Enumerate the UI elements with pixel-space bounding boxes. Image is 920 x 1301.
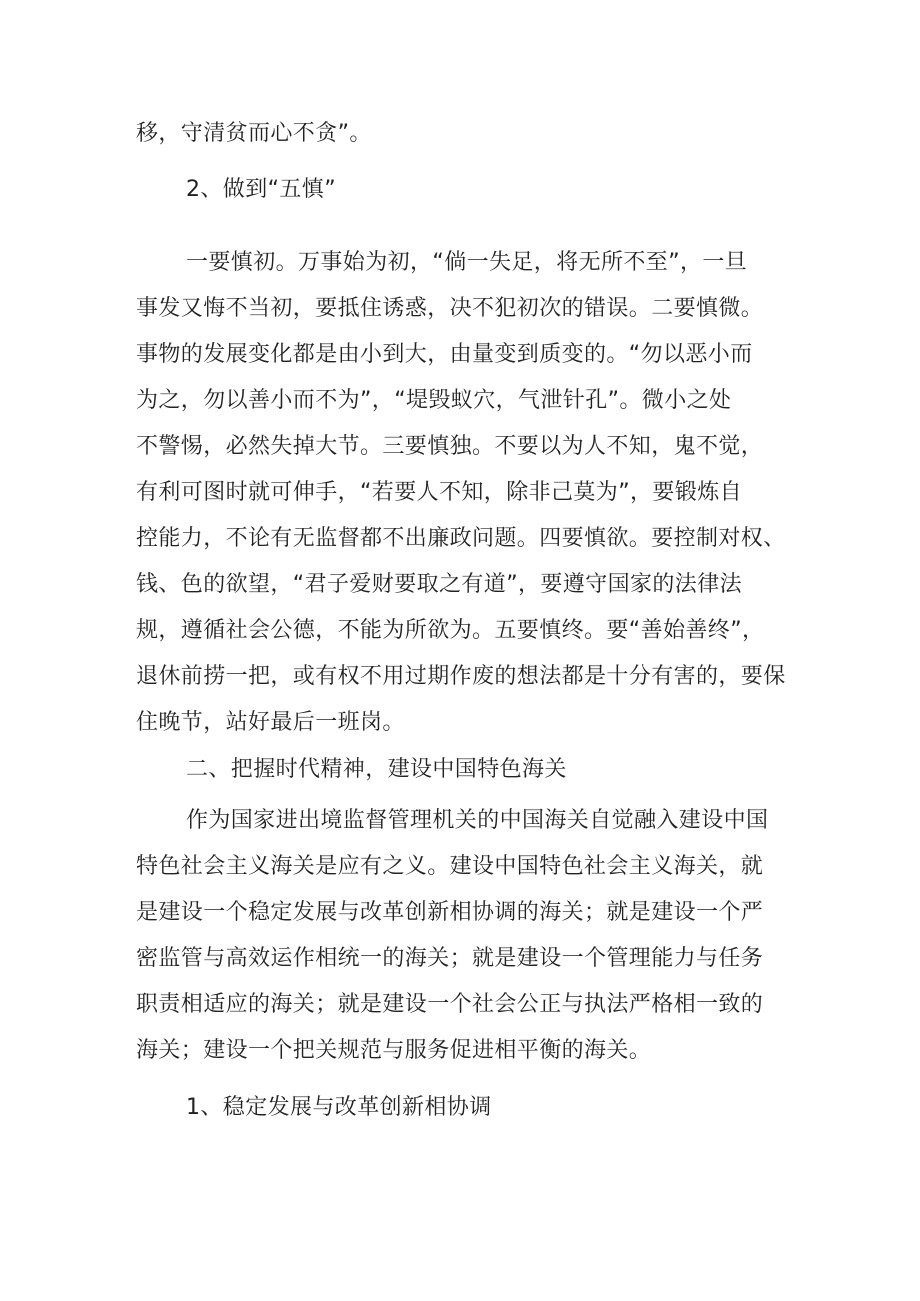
paragraph-line: 作为国家进出境监督管理机关的中国海关自觉融入建设中国 — [186, 808, 769, 833]
paragraph-line: 不警惕，必然失掉大节。三要慎独。不要以为人不知，鬼不觉， — [136, 434, 764, 459]
paragraph-line: 事物的发展变化都是由小到大，由量变到质变的。“勿以恶小而 — [136, 342, 753, 367]
paragraph-line: 一要慎初。万事始为初，“倘一失足，将无所不至”，一旦 — [186, 250, 748, 275]
paragraph-line: 钱、色的欲望，“君子爱财要取之有道”，要遵守国家的法律法 — [136, 572, 742, 597]
paragraph-line: 控能力，不论有无监督都不出廉政问题。四要慎欲。要控制对权、 — [136, 526, 786, 551]
section-heading: 1、稳定发展与改革创新相协调 — [186, 1095, 492, 1120]
paragraph-line: 海关；建设一个把关规范与服务促进相平衡的海关。 — [136, 1038, 652, 1063]
paragraph-line: 为之，勿以善小而不为”，“堤毁蚁穴，气泄针孔”。微小之处 — [136, 388, 732, 413]
paragraph-line: 规，遵循社会公德，不能为所欲为。五要慎终。要“善始善终”， — [136, 618, 765, 643]
section-heading: 2、做到“五慎” — [186, 177, 336, 202]
paragraph-line: 是建设一个稳定发展与改革创新相协调的海关；就是建设一个严 — [136, 900, 764, 925]
paragraph-line: 职责相适应的海关；就是建设一个社会公正与执法严格相一致的 — [136, 992, 764, 1017]
paragraph-line: 特色社会主义海关是应有之义。建设中国特色社会主义海关，就 — [136, 854, 764, 879]
paragraph-line: 住晚节，站好最后一班岗。 — [136, 710, 405, 735]
section-heading: 二、把握时代精神，建设中国特色海关 — [186, 757, 567, 782]
paragraph-line: 密监管与高效运作相统一的海关；就是建设一个管理能力与任务 — [136, 946, 764, 971]
paragraph-line: 移，守清贫而心不贪”。 — [136, 121, 372, 146]
paragraph-line: 事发又悔不当初，要抵住诱惑，决不犯初次的错误。二要慎微。 — [136, 296, 764, 321]
paragraph-line: 退休前捞一把，或有权不用过期作废的想法都是十分有害的，要保 — [136, 664, 786, 689]
paragraph-line: 有利可图时就可伸手，“若要人不知，除非己莫为”，要锻炼自 — [136, 480, 742, 505]
